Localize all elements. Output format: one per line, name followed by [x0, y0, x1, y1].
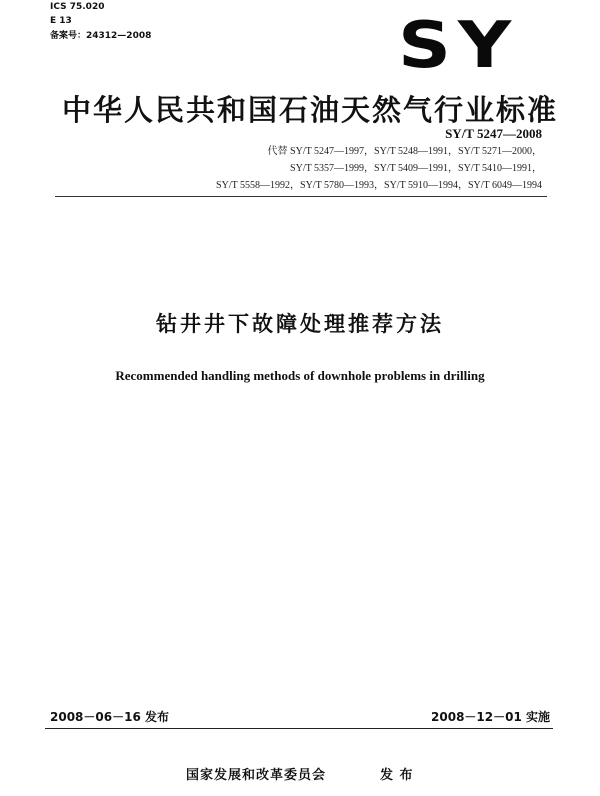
- document-title-en: Recommended handling methods of downhole problems in drilling: [115, 368, 485, 383]
- sy-logo: SY: [398, 9, 519, 83]
- issuer-name: 国家发展和改革委员会: [186, 768, 327, 783]
- replaces-line-1: 代替 SY/T 5247—1997，SY/T 5248—1991，SY/T 5271—2000，: [267, 146, 542, 157]
- standard-title: 中华人民共和国石油天然气行业标准: [62, 93, 559, 127]
- document-title-zh: 钻井井下故障处理推荐方法: [156, 312, 444, 336]
- ics-code: ICS 75.020: [50, 2, 105, 12]
- replaces-line-3: SY/T 5558—1992，SY/T 5780—1993，SY/T 5910—1994，SY/T 6049—1994: [216, 180, 542, 191]
- record-number: 备案号：24312—2008: [50, 31, 152, 41]
- standard-number: SY/T 5247—2008: [445, 126, 542, 141]
- issue-action: 发 布: [380, 768, 414, 783]
- effective-date: 2008－12－01 实施: [431, 710, 550, 724]
- header-divider: [55, 196, 547, 197]
- replaces-line-2: SY/T 5357—1999，SY/T 5409—1991，SY/T 5410—1991，: [290, 163, 542, 174]
- category-code: E 13: [50, 16, 72, 26]
- footer-divider: [45, 728, 553, 729]
- issue-date: 2008－06－16 发布: [50, 710, 169, 724]
